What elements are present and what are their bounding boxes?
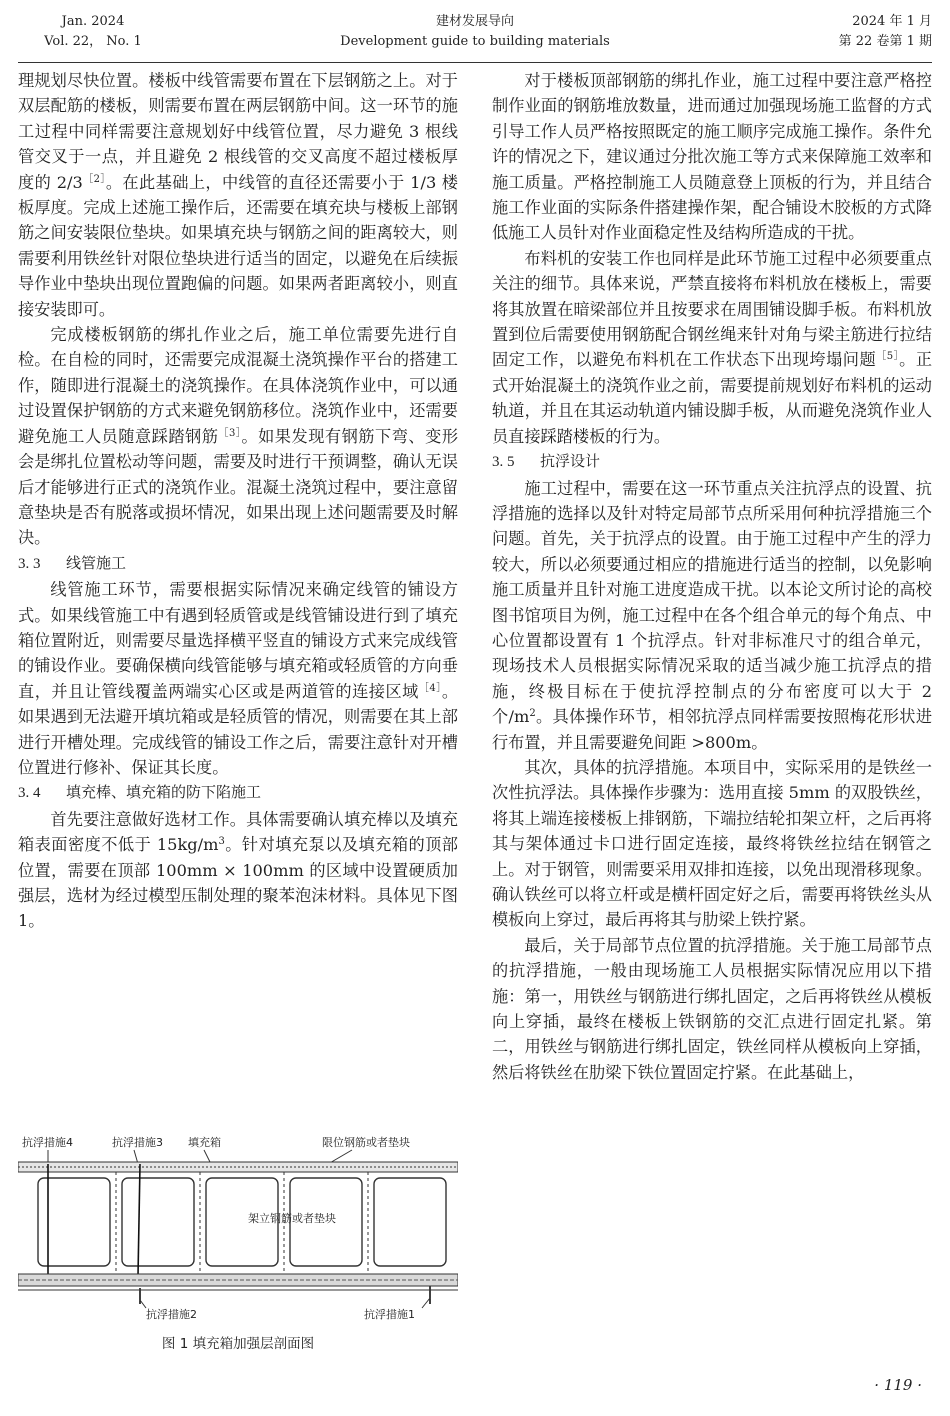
header-left xyxy=(18,12,168,52)
superscript: 2 xyxy=(529,708,536,720)
text: 首先要注意做好选材工作。具体需要确认填充棒以及填充箱表面密度不低于 15kg/m xyxy=(18,809,458,855)
leader-line xyxy=(140,1300,146,1308)
text: 。针对填充泵以及填充箱的顶部位置，需要在顶部 100mm × 100mm 的区域中设置硬质加强层，选材为经过模型压制处理的聚苯泡沫材料。具体见下图 1。 xyxy=(18,835,458,931)
label-kf3: 抗浮措施3 xyxy=(112,1136,163,1149)
header-date-cn: 2024 年 1 月 xyxy=(852,14,932,29)
filler-box xyxy=(122,1178,194,1266)
section-title: 填充棒、填充箱的防下陷施工 xyxy=(66,783,262,802)
filler-box xyxy=(374,1178,446,1266)
text: 理规划尽快位置。楼板中线管需要布置在下层钢筋之上。对于双层配筋的楼板，则需要布置在两层钢筋中间。这一环节的施工过程中同样需要注意规划好中线管位置，尽力避免 3 根线管交叉于一点，并且避免 2 根线管的交叉高度不超过楼板厚度的 2/3 xyxy=(18,71,458,192)
text: 施工过程中，需要在这一环节重点关注抗浮点的设置、抗浮措施的选择以及针对特定局部节点所采用何种抗浮措施三个问题。首先，关于抗浮点的设置。由于施工过程中产生的浮力较大，所以必须要通过相应的措施进行适当的控制，以免影响施工质量并且针对施工进度造成干扰。以本论文所讨论的高校图书馆项目为例，施工过程中在各个组合单元的每个角点、中心位置都设置有 1 个抗浮点。针对非标准尺寸的组合单元，现场技术人员根据实际情况采取的适当减少施工抗浮点的措施，终极目标在于使抗浮控制点的分布密度可以大于 2 个/m xyxy=(492,478,932,727)
journal-title-cn: 建材发展导向 xyxy=(435,14,514,29)
figure-caption: 图 1 填充箱加强层剖面图 xyxy=(161,1336,315,1352)
journal-title-en: Development guide to building materials xyxy=(340,34,610,49)
citation: ［3］ xyxy=(218,427,242,439)
paragraph xyxy=(492,476,932,755)
page-number: · 119 · xyxy=(874,1376,922,1394)
section-number: 3. 4 xyxy=(18,785,41,802)
citation: ［4］ xyxy=(418,682,442,694)
page-header xyxy=(18,12,932,60)
left-column xyxy=(18,68,458,934)
section-heading-3-3 xyxy=(18,551,458,577)
filler-boxes xyxy=(38,1178,446,1266)
citation: ［5］ xyxy=(876,351,900,363)
paragraph xyxy=(18,68,458,322)
header-volume-cn: 第 22 卷第 1 期 xyxy=(838,34,932,49)
paragraph: 其次，具体的抗浮措施。本项目中，实际采用的是铁丝一次性抗浮法。具体操作步骤为：选用直接 5mm 的双股铁丝，将其上端连接楼板上排钢筋，下端拉结轮扣架立杆，之后再将其与架体通过卡口进行固定连接，最终将铁丝拉结在钢管之上。对于钢管，则需要采用双排扣连接，以免出现滑移现象。确认铁丝可以将立杆或是横杆固定好之后，需要再将铁丝头从模板向上穿过，最后再将其与肋梁上铁拧紧。 xyxy=(492,757,932,930)
leader-line xyxy=(422,1298,430,1308)
header-date: Jan. 2024 xyxy=(61,14,125,29)
citation: ［2］ xyxy=(82,173,106,185)
superscript: 3 xyxy=(218,836,225,848)
text: 。如果发现有钢筋下弯、变形会是绑扎位置松动等问题，需要及时进行干预调整，确认无误后才能够进行正式的浇筑作业。混凝土浇筑过程中，要注意留意垫块是否有脱落或损坏情况，如果出现上述问题需要及时解决。 xyxy=(18,426,459,548)
paragraph xyxy=(492,246,932,449)
label-kf4: 抗浮措施4 xyxy=(22,1136,73,1149)
paragraph xyxy=(18,577,458,780)
text: 布料机的安装工作也同样是此环节施工过程中必须要重点关注的细节。具体来说，严禁直接将布料机放在楼板上，需要将其放置在暗梁部位并且按要求在周围铺设脚手板。布料机放置到位后需要使用钢筋配合钢丝绳来针对角与梁主筋进行拉结固定工作，以避免布料机在工作状态下出现垮塌问题 xyxy=(492,248,932,370)
paragraph: 对于楼板顶部钢筋的绑扎作业，施工过程中要注意严格控制作业面的钢筋堆放数量，进而通过加强现场施工监督的方式引导工作人员严格按照既定的施工顺序完成施工操作。条件允许的情况之下，建议通过分批次施工等方式来保障施工效率和施工质量。严格控制施工人员随意登上顶板的行为，并且结合施工作业面的实际条件搭建操作架，配合铺设木胶板的方式降低施工人员针对作业面稳定性及结构所造成的干扰。 xyxy=(492,71,932,243)
section-heading-3-5 xyxy=(492,449,932,475)
header-center xyxy=(318,12,632,52)
label-tcx: 填充箱 xyxy=(188,1136,221,1149)
section-number: 3. 3 xyxy=(18,555,41,572)
section-number: 3. 5 xyxy=(492,454,515,471)
section-title: 线管施工 xyxy=(66,553,127,572)
label-kf1: 抗浮措施1 xyxy=(364,1308,415,1321)
right-column xyxy=(492,68,932,1085)
text: 。正式开始混凝土的浇筑作业之前，需要提前规划好布料机的运动轨道，并且在其运动轨道内铺设脚手板，从而避免浇筑作业人员直接踩踏楼板的行为。 xyxy=(492,350,933,446)
header-right xyxy=(772,12,932,52)
figure-1 xyxy=(18,1128,458,1328)
paragraph xyxy=(18,807,458,934)
header-volume: Vol. 22， No. 1 xyxy=(44,34,142,49)
text: 线管施工环节，需要根据实际情况来确定线管的铺设方式。如果线管施工中有遇到轻质管或是线管铺设进行到了填充箱位置附近，则需要尽量选择横平竖直的铺设方式来完成线管的铺设作业。要确保横向线管能够与填充箱或轻质管的方向垂直，并且让管线覆盖两端实心区或是两道管的连接区域 xyxy=(18,580,458,701)
text: 。具体操作环节，相邻抗浮点同样需要按照梅花形状进行布置，并且需要避免间距 >800m。 xyxy=(492,707,933,752)
section-heading-3-4 xyxy=(18,780,458,806)
text: 。如果遇到无法避开填坑箱或是轻质管的情况，则需要在其上部进行开槽处理。完成线管的铺设工作之后，需要注意针对开槽位置进行修补、保证其长度。 xyxy=(18,681,458,777)
paragraph xyxy=(18,322,458,551)
section-title: 抗浮设计 xyxy=(540,452,601,471)
label-kf2: 抗浮措施2 xyxy=(146,1308,197,1321)
label-jl: 架立钢筋或者垫块 xyxy=(248,1212,336,1225)
section-diagram xyxy=(18,1128,458,1328)
header-rule xyxy=(18,62,932,63)
paragraph: 最后，关于局部节点位置的抗浮措施。关于施工局部节点的抗浮措施，一般由现场施工人员根据实际情况应用以下措施：第一，用铁丝与钢筋进行绑扎固定，之后再将铁丝从模板向上穿插，最终在楼板上铁钢筋的交汇点进行固定扎紧。第二，用铁丝与钢筋进行绑扎固定，铁丝同样从模板向上穿插，然后将铁丝在肋梁下铁位置固定拧紧。在此基础上， xyxy=(492,935,932,1082)
text: 。在此基础上，中线管的直径还需要小于 1/3 楼板厚度。完成上述施工操作后，还需要在填充块与楼板上部钢筋之间安装限位垫块。如果填充块与钢筋之间的距离较大，则需要利用铁丝针对限位垫块进行适当的固定，以避免在后续振导作业中垫块出现位置跑偏的问题。如果两者距离较小，则直接安装即可。 xyxy=(18,172,458,319)
text: 完成楼板钢筋的绑扎作业之后，施工单位需要先进行自检。在自检的同时，还需要完成混凝土浇筑操作平台的搭建工作，随即进行混凝土的浇筑操作。在具体浇筑作业中，可以通过设置保护钢筋的方式来避免钢筋移位。浇筑作业中，还需要避免施工人员随意踩踏钢筋 xyxy=(18,325,458,446)
label-xw: 限位钢筋或者垫块 xyxy=(322,1136,410,1149)
